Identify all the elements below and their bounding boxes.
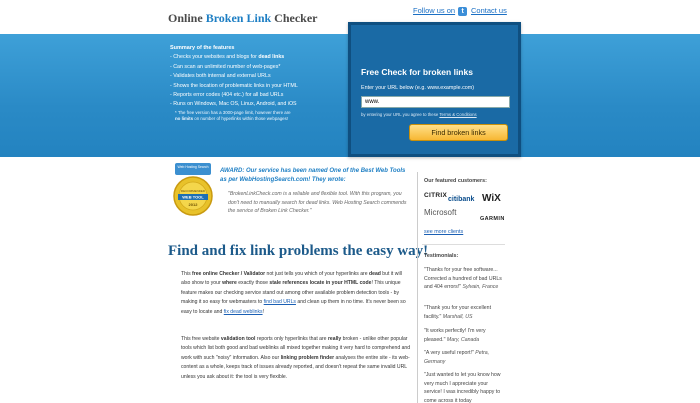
- customer-logo-citrix: CITRIX: [424, 192, 448, 199]
- url-input[interactable]: [361, 96, 510, 108]
- customer-logos: [424, 192, 504, 232]
- badge-webtool-text: WEB TOOL: [182, 194, 204, 200]
- testimonial-item: "It works perfectly! I'm very pleased." Mary, Canada: [424, 328, 486, 343]
- customers-title: Our featured customers:: [424, 178, 487, 184]
- award-badge-icon: [172, 163, 214, 219]
- terms-link[interactable]: Terms & Conditions: [439, 112, 477, 117]
- follow-us-text[interactable]: Follow us on: [413, 6, 456, 15]
- testimonial-item: "Just wanted to let you know how very much I appreciate your service! I was incredibly happy to come across it today: [424, 372, 501, 403]
- free-check-title: Free Check for broken links: [361, 67, 473, 77]
- feature-item: - Can scan an unlimited number of web-pages*: [170, 63, 281, 70]
- logo-text-post: Checker: [271, 11, 318, 25]
- twitter-icon[interactable]: t: [458, 7, 467, 16]
- follow-us-link[interactable]: [413, 6, 467, 16]
- logo-text-highlight: Broken Link: [205, 11, 272, 25]
- free-check-panel: [348, 22, 521, 157]
- page-title: Find and fix link problems the easy way!: [168, 243, 429, 259]
- hero-band: [0, 34, 700, 157]
- url-input-label: Enter your URL below (e.g. www.example.com): [361, 85, 475, 91]
- features-footnote: * The free version has a 3000-page limit, however there are no limits on number of hyperlinks within those webpages!: [175, 109, 291, 121]
- customer-logo-microsoft: Microsoft: [424, 208, 457, 217]
- validation-paragraph: This free website validation tool reports only hyperlinks that are really broken - unlike other popular tools which list both good and bad weblinks all mixed together making it very hard to comprehend and work with such "noisy" information. Also our linking problem finder analyses the entire site - its web-content as a whole, keeps track of issues already reported, and doesn't repeat the same invalid URL unless you ask about it: the tool is very flexible.: [181, 336, 411, 380]
- award-title: AWARD: Our service has been named One of the Best Web Tools as per WebHostingSearch.com! They wrote:: [220, 168, 406, 183]
- features-title: Summary of the features: [170, 45, 235, 51]
- award-section: [172, 163, 412, 225]
- customer-logo-citibank: citibank: [448, 196, 475, 203]
- testimonial-item: "A very useful report!" Petra, Germany: [424, 350, 490, 365]
- badge-recommended-text: RECOMMENDED: [180, 189, 206, 193]
- feature-item: - Checks your websites and blogs for dead links: [170, 54, 285, 61]
- award-quote: "BrokenLinkCheck.com is a reliable and flexible tool. With this program, you don't need to manually search for dead links. Web Hosting Search commends the service of Broken Link Checker.": [228, 191, 407, 215]
- badge-brand-text: Web Hosting Search: [177, 165, 209, 169]
- sidebar: [417, 172, 505, 403]
- fix-dead-weblinks-link[interactable]: fix dead weblinks: [223, 308, 263, 315]
- intro-paragraph: This free online Checker / Validator not just tells you which of your hyperlinks are dead but it will also show to your where exactly those stale references locate in your HTML code! This unique feature makes our checking service stand out among other available problem detection tools - by making it so easy for webmasters to find bad URLs and clean up them in no time. It's never been so easy to locate and fix dead weblinks!: [181, 271, 406, 315]
- badge-year-text: 2012: [188, 202, 198, 207]
- testimonial-item: "Thank you for your excellent facility." Marshall, US: [424, 305, 492, 320]
- find-bad-urls-link[interactable]: find bad URLs: [263, 299, 296, 306]
- testimonials-title: Testimonials:: [424, 253, 459, 259]
- feature-item: - Runs on Windows, Mac OS, Linux, Android, and iOS: [170, 101, 297, 108]
- features-summary: [170, 44, 350, 122]
- terms-notice: by entering your URL you agree to these Terms & Conditions: [361, 112, 477, 117]
- feature-item: - Validates both internal and external URLs: [170, 73, 271, 80]
- contact-us-link[interactable]: Contact us: [471, 6, 507, 15]
- see-more-clients-link[interactable]: see more clients: [424, 229, 464, 235]
- testimonial-item: "Thanks for your free software... Corrected a hundred of bad URLs and 404 errors!" Sylvain, France: [424, 267, 502, 290]
- feature-item: - Shows the location of problematic links in your HTML: [170, 82, 298, 89]
- sidebar-divider: [422, 244, 505, 245]
- logo-text-pre: Online: [168, 11, 206, 25]
- customer-logo-garmin: GARMIN: [480, 216, 505, 222]
- site-logo[interactable]: [168, 11, 318, 26]
- feature-item: - Reports error codes (404 etc.) for all bad URLs: [170, 92, 284, 99]
- find-broken-links-button[interactable]: Find broken links: [409, 124, 508, 141]
- customer-logo-wix: WiX: [482, 193, 501, 204]
